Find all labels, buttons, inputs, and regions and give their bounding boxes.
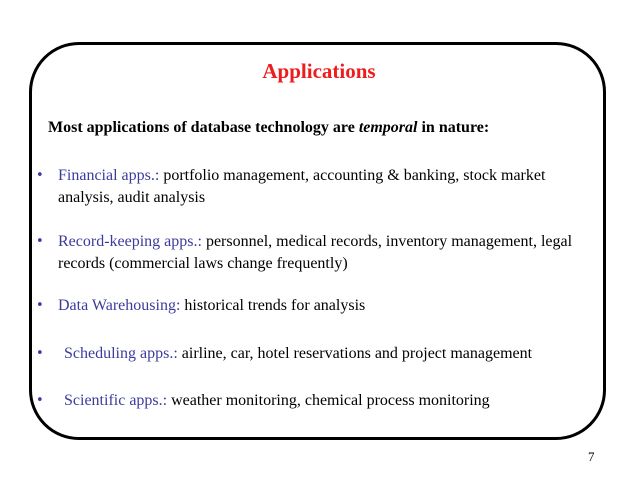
bullet-text: airline, car, hotel reservations and project management [177,345,533,362]
intro-text [48,117,489,139]
bullet-financial [36,165,596,209]
bullet-dot-icon: • [36,298,44,313]
intro-emphasis: temporal [358,119,418,136]
bullet-body [58,165,596,209]
bullet-body [64,390,596,412]
bullet-record-keeping [36,231,596,275]
page-number: 7 [588,449,595,464]
intro-prefix: Most applications of database technology are [48,119,359,136]
bullet-lead: Record-keeping apps.: [58,233,202,250]
bullet-dot-icon: • [36,346,44,361]
bullet-body [64,343,596,365]
bullet-lead: Scientific apps.: [64,392,168,409]
bullet-text: weather monitoring, chemical process monitoring [167,392,490,409]
bullet-scheduling [36,343,596,365]
slide-title: Applications [262,59,376,83]
bullet-body [58,295,596,317]
bullet-dot-icon: • [36,393,44,408]
bullet-lead: Data Warehousing: [58,297,181,314]
bullet-lead: Scheduling apps.: [64,345,178,362]
bullet-text: historical trends for analysis [180,297,366,314]
bullet-dot-icon: • [36,168,44,183]
bullet-scientific [36,390,596,412]
bullet-lead: Financial apps.: [58,167,160,184]
bullet-dot-icon: • [36,234,44,249]
bullet-body [58,231,596,275]
bullet-data-warehousing [36,295,596,317]
bullet-text: personnel, medical records, inventory management, legal records (commercial laws change frequently) [58,233,573,272]
bullet-text: portfolio management, accounting & banking, stock market analysis, audit analysis [58,167,546,206]
intro-suffix: in nature: [417,119,490,136]
